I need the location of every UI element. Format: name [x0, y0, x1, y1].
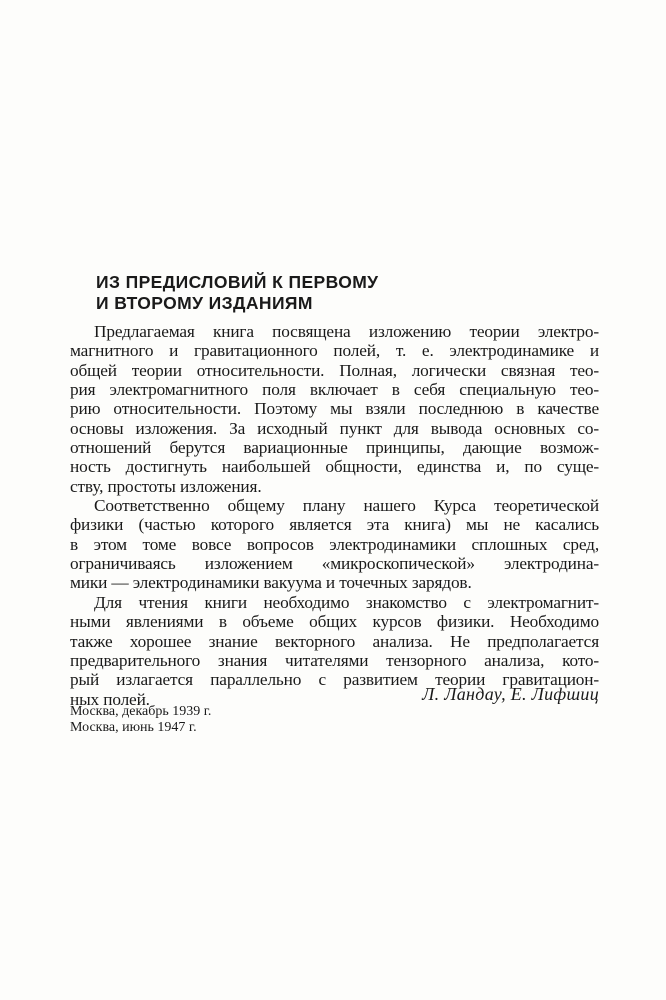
- text-line: ность достигнуть наибольшей общности, единства и, по суще-: [70, 457, 599, 477]
- text-line: также хорошее знание векторного анализа. Не предполагается: [70, 631, 599, 651]
- text-line: Предлагаемая книга посвящена изложению теории электро-: [94, 322, 599, 341]
- text-line: общей теории относительности. Полная, логически связная тео-: [70, 360, 599, 380]
- text-line: ству, простоты изложения.: [70, 476, 262, 496]
- text-line: Соответственно общему плану нашего Курса теоретической: [94, 496, 599, 516]
- paragraph-2: [70, 496, 599, 593]
- text-line: ограничиваясь изложением «микроскопической» электродина-: [70, 554, 599, 574]
- text-line: рию относительности. Поэтому мы взяли последнюю в качестве: [70, 399, 599, 419]
- text-line: отношений берутся вариационные принципы, дающие возмож-: [70, 438, 599, 458]
- text-line: предварительного знания читателями тензорного анализа, кото-: [70, 650, 599, 670]
- text-line: рый излагается параллельно с развитием теории гравитацион-: [70, 670, 599, 690]
- place-date-1: Москва, декабрь 1939 г.: [70, 704, 212, 719]
- preface-body: [70, 322, 599, 709]
- text-line: основы изложения. За исходный пункт для вывода основных со-: [70, 418, 599, 438]
- author-signature: Л. Ландау, Е. Лифшиц: [422, 684, 599, 704]
- text-line: ных полей.: [70, 689, 150, 709]
- section-heading: [96, 272, 616, 314]
- place-date-2: Москва, июнь 1947 г.: [70, 720, 197, 735]
- text-line: Для чтения книги необходимо знакомство с электромагнит-: [94, 592, 599, 612]
- text-line: ными явлениями в объеме общих курсов физики. Необходимо: [70, 612, 599, 632]
- paragraph-1: [70, 322, 599, 496]
- text-line: в этом томе вовсе вопросов электродинамики сплошных сред,: [70, 534, 599, 554]
- heading-line-1: ИЗ ПРЕДИСЛОВИЙ К ПЕРВОМУ: [96, 272, 379, 292]
- place-dates: [70, 704, 211, 736]
- text-line: магнитного и гравитационного полей, т. е. электродинамике и: [70, 341, 599, 361]
- text-line: рия электромагнитного поля включает в себя специальную тео-: [70, 380, 599, 400]
- text-line: физики (частью которого является эта книга) мы не касались: [70, 515, 599, 535]
- heading-line-2: И ВТОРОМУ ИЗДАНИЯМ: [96, 293, 313, 313]
- text-line: мики — электродинамики вакуума и точечных зарядов.: [70, 573, 472, 593]
